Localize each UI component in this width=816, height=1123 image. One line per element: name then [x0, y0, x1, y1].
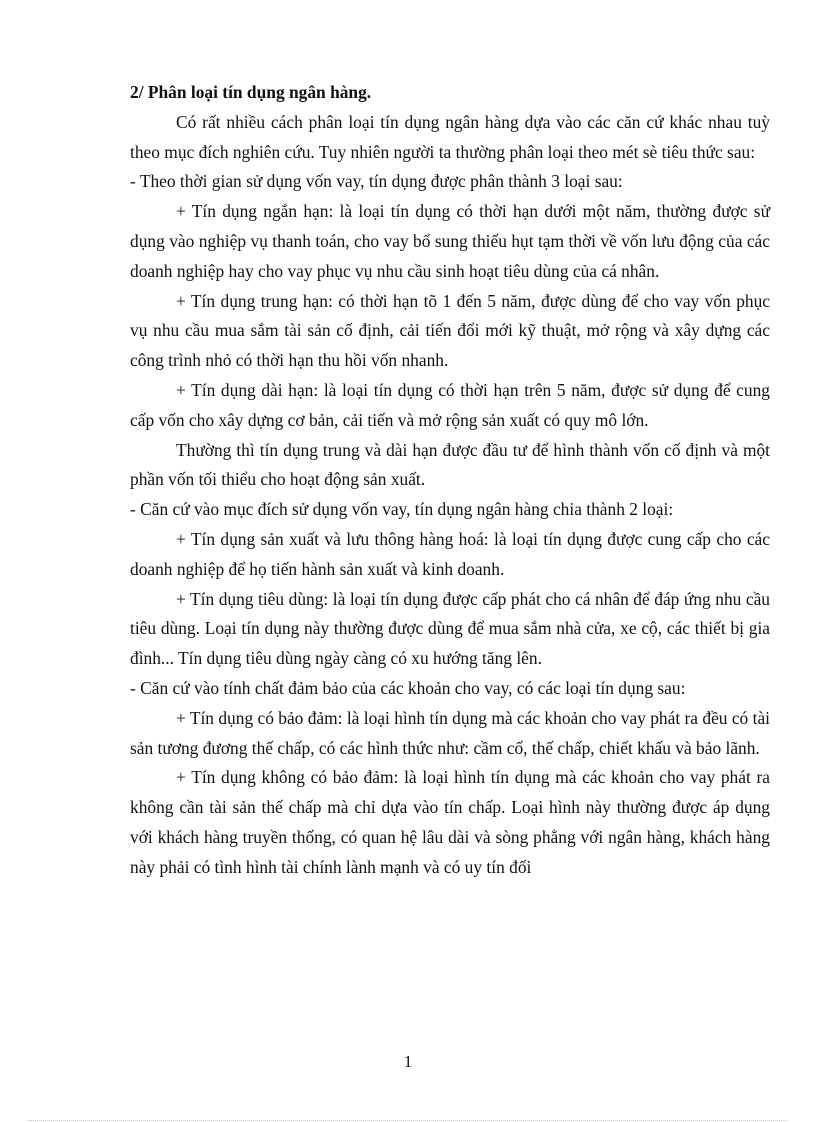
paragraph-9: + Tín dụng tiêu dùng: là loại tín dụng được cấp phát cho cá nhân để đáp ứng nhu cầu tiêu dùng. Loại tín dụng này thường được dùng để mua sắm nhà cửa, xe cộ, các thiết bị gia đình... Tín dụng tiêu dùng ngày càng có xu hướng tăng lên. — [130, 588, 770, 669]
paragraph-12: + Tín dụng không có bảo đảm: là loại hình tín dụng mà các khoản cho vay phát ra không cần tài sản thế chấp mà chỉ dựa vào tín chấp. Loại hình này thường được áp dụng với khách hàng truyền thống, có quan hệ lâu dài và sòng phẳng với ngân hàng, khách hàng này phải có tình hình tài chính lành mạnh và có uy tín đối — [130, 767, 770, 877]
paragraph-7: - Căn cứ vào mục đích sử dụng vốn vay, tín dụng ngân hàng chia thành 2 loại: — [130, 499, 674, 520]
section-heading: 2/ Phân loại tín dụng ngân hàng. — [130, 82, 372, 102]
document-body — [130, 78, 770, 883]
paragraph-3: + Tín dụng ngắn hạn: là loại tín dụng có thời hạn dưới một năm, thường được sử dụng vào nghiệp vụ thanh toán, cho vay bổ sung thiếu hụt tạm thời về vốn lưu động của các doanh nghiệp hay cho vay phục vụ nhu cầu sinh hoạt tiêu dùng của cá nhân. — [130, 201, 770, 281]
paragraph-1: Có rất nhiều cách phân loại tín dụng ngân hàng dựa vào các căn cứ khác nhau tuỳ theo mục đích nghiên cứu. Tuy nhiên người ta thường phân loại theo mét sè tiêu thức sau: — [130, 111, 770, 162]
paragraph-2: - Theo thời gian sử dụng vốn vay, tín dụng được phân thành 3 loại sau: — [130, 171, 623, 192]
paragraph-11: + Tín dụng có bảo đảm: là loại hình tín dụng mà các khoản cho vay phát ra đều có tài sản tương đương thế chấp, có các hình thức như: cầm cố, thế chấp, chiết khấu và bảo lãnh. — [130, 707, 770, 758]
footer-divider — [28, 1120, 788, 1121]
paragraph-4: + Tín dụng trung hạn: có thời hạn tõ 1 đến 5 năm, được dùng để cho vay vốn phục vụ nhu cầu mua sắm tài sản cố định, cải tiến đổi mới kỹ thuật, mở rộng và xây dựng các công trình nhỏ có thời hạn thu hồi vốn nhanh. — [130, 290, 770, 371]
paragraph-6: Thường thì tín dụng trung và dài hạn được đầu tư để hình thành vốn cố định và một phần vốn tối thiểu cho hoạt động sản xuất. — [130, 439, 770, 490]
page-number: 1 — [403, 1052, 413, 1071]
paragraph-10: - Căn cứ vào tính chất đảm bảo của các khoản cho vay, có các loại tín dụng sau: — [130, 677, 686, 698]
paragraph-5: + Tín dụng dài hạn: là loại tín dụng có thời hạn trên 5 năm, được sử dụng để cung cấp vốn cho xây dựng cơ bản, cải tiến và mở rộng sản xuất có quy mô lớn. — [130, 379, 770, 430]
paragraph-8: + Tín dụng sản xuất và lưu thông hàng hoá: là loại tín dụng được cung cấp cho các doanh nghiệp để họ tiến hành sản xuất và kinh doanh. — [130, 528, 770, 579]
